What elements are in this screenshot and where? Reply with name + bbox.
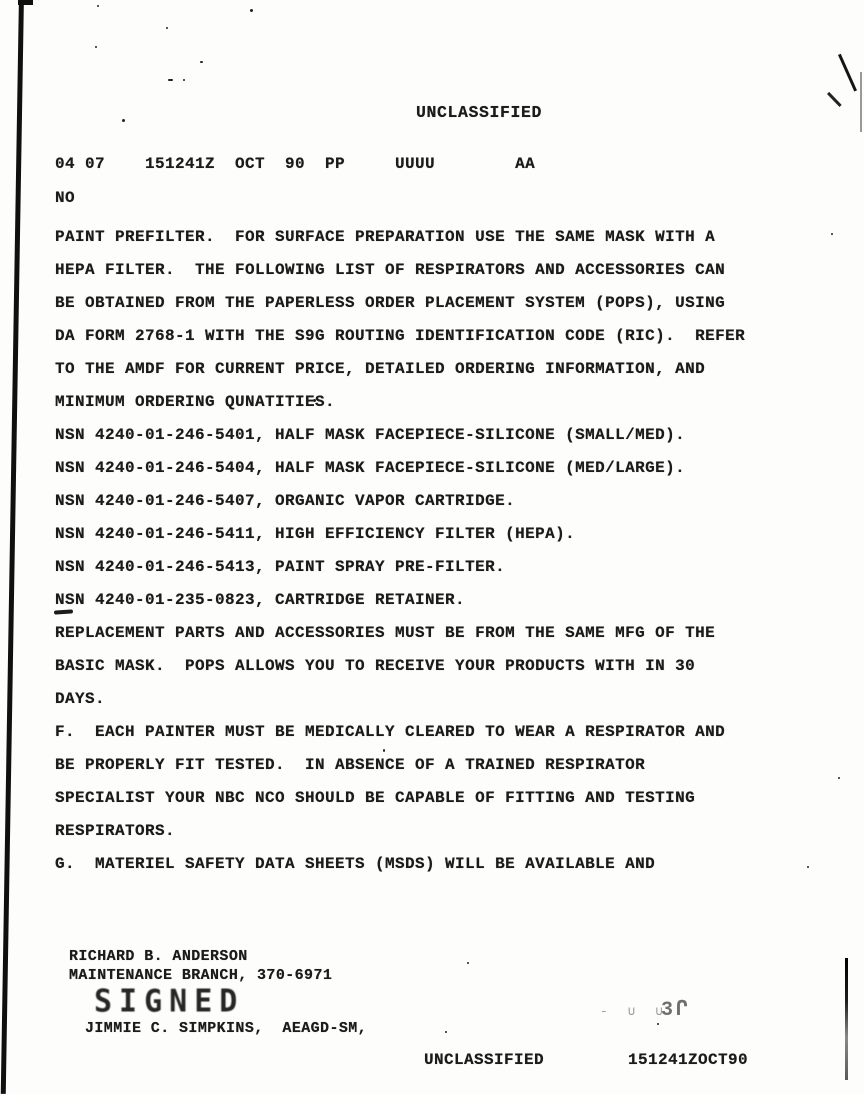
body-line: MINIMUM ORDERING QUNATITIES.: [55, 393, 336, 411]
body-line: PAINT PREFILTER. FOR SURFACE PREPARATION USE THE SAME MASK WITH A: [55, 228, 716, 246]
body-line-nsn: NSN 4240-01-235-0823, CARTRIDGE RETAINER.: [55, 591, 466, 609]
signed-stamp: SIGNED: [94, 983, 245, 1020]
noise-speck: [445, 1031, 447, 1033]
body-line-nsn: NSN 4240-01-246-5413, PAINT SPRAY PRE-FILTER.: [55, 558, 506, 576]
body-line: BE OBTAINED FROM THE PAPERLESS ORDER PLACEMENT SYSTEM (POPS), USING: [55, 294, 726, 312]
body-line-nsn: NSN 4240-01-246-5407, ORGANIC VAPOR CARTRIDGE.: [55, 492, 516, 510]
noise-speck: [122, 119, 125, 122]
body-line: F. EACH PAINTER MUST BE MEDICALLY CLEARED TO WEAR A RESPIRATOR AND: [55, 723, 726, 741]
releaser-name: JIMMIE C. SIMPKINS, AEAGD-SM,: [85, 1020, 368, 1037]
noise-speck: [183, 79, 185, 81]
body-line: TO THE AMDF FOR CURRENT PRICE, DETAILED ORDERING INFORMATION, AND: [55, 360, 706, 378]
body-line: DAYS.: [55, 690, 106, 708]
body-line-nsn: NSN 4240-01-246-5404, HALF MASK FACEPIECE-SILICONE (MED/LARGE).: [55, 459, 686, 477]
noise-speck: [166, 27, 168, 29]
scan-mark-diagonal-long: [838, 54, 857, 92]
body-line: DA FORM 2768-1 WITH THE S9G ROUTING IDENTIFICATION CODE (RIC). REFER: [55, 327, 746, 345]
body-line: REPLACEMENT PARTS AND ACCESSORIES MUST BE FROM THE SAME MFG OF THE: [55, 624, 716, 642]
footer-classification: UNCLASSIFIED: [424, 1051, 545, 1069]
scan-edge-left-line: [1, 0, 24, 1094]
body-line: RESPIRATORS.: [55, 822, 176, 840]
noise-speck: [831, 233, 833, 235]
scan-mark-diagonal-short: [827, 92, 841, 107]
body-line-nsn: NSN 4240-01-246-5411, HIGH EFFICIENCY FILTER (HEPA).: [55, 525, 576, 543]
scan-edge-left-hook: [18, 0, 33, 5]
body-line: SPECIALIST YOUR NBC NCO SHOULD BE CAPABLE OF FITTING AND TESTING: [55, 789, 696, 807]
faint-stamp-number: 3Ր: [661, 999, 692, 1022]
message-header-line: 04 07 151241Z OCT 90 PP UUUU AA: [55, 155, 536, 173]
signature-office-phone: MAINTENANCE BRANCH, 370-6971: [69, 967, 333, 984]
body-line-nsn: NSN 4240-01-246-5401, HALF MASK FACEPIECE-SILICONE (SMALL/MED).: [55, 426, 686, 444]
classification-header: UNCLASSIFIED: [416, 103, 543, 122]
noise-speck: [168, 79, 173, 81]
message-body: [55, 221, 745, 881]
noise-speck: [807, 866, 809, 868]
body-line: BASIC MASK. POPS ALLOWS YOU TO RECEIVE YOUR PRODUCTS WITH IN 30: [55, 657, 696, 675]
faint-stamp-marks: - ∪ ∪: [600, 1004, 670, 1019]
noise-speck: [97, 5, 99, 7]
route-indicator: NO: [55, 189, 76, 207]
noise-speck: [95, 46, 97, 48]
body-line: HEPA FILTER. THE FOLLOWING LIST OF RESPIRATORS AND ACCESSORIES CAN: [55, 261, 726, 279]
body-line: BE PROPERLY FIT TESTED. IN ABSENCE OF A TRAINED RESPIRATOR: [55, 756, 646, 774]
noise-speck: [250, 9, 253, 12]
noise-speck: [657, 1023, 659, 1025]
noise-speck: [838, 777, 840, 779]
signature-name: RICHARD B. ANDERSON: [69, 948, 248, 965]
scan-edge-right-bottom: [845, 958, 848, 1080]
noise-speck: [200, 61, 203, 63]
scan-edge-right-top: [860, 72, 862, 132]
body-line: G. MATERIEL SAFETY DATA SHEETS (MSDS) WILL BE AVAILABLE AND: [55, 855, 656, 873]
noise-speck: [467, 962, 469, 964]
footer-date-time-group: 151241ZOCT90: [628, 1051, 749, 1069]
